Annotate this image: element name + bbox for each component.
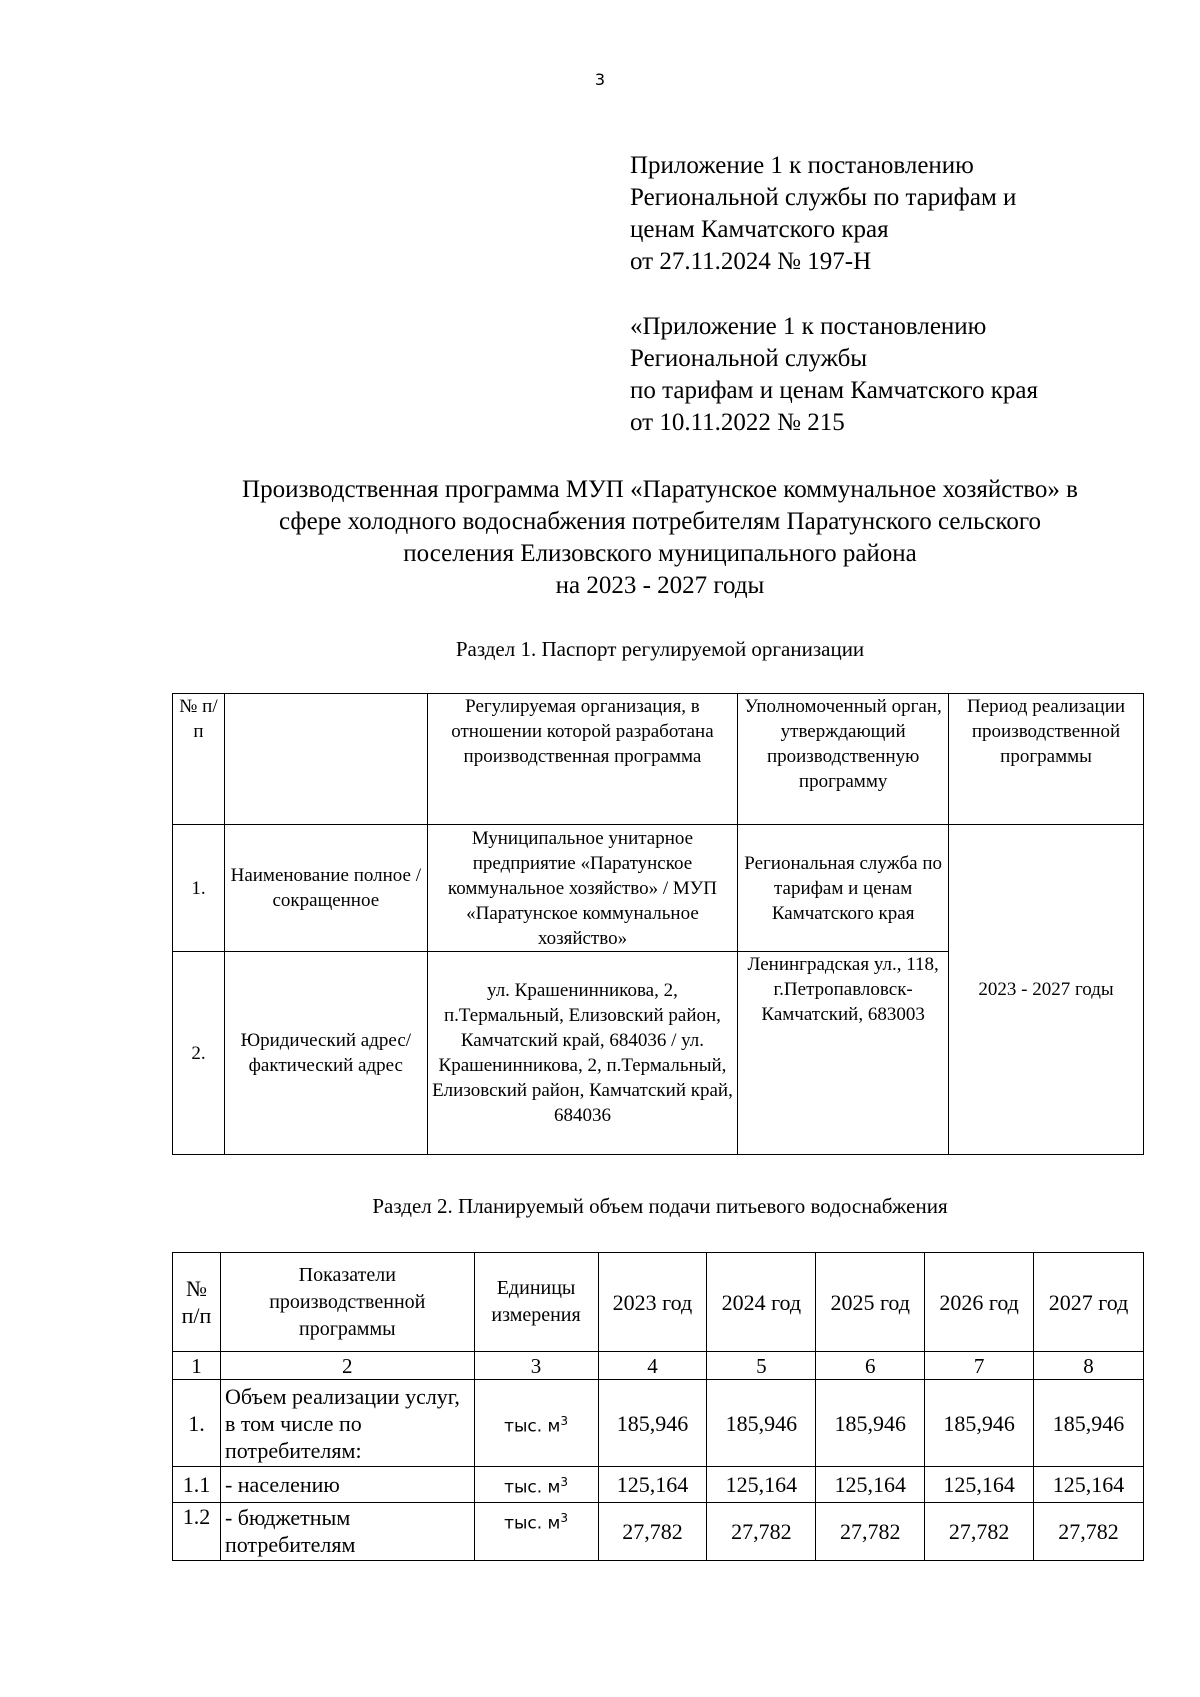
row-num: 1. [173, 825, 225, 952]
appendix-line: по тарифам и ценам Камчатского края [630, 377, 1038, 404]
column-number: 3 [474, 1352, 598, 1380]
row-value: 125,164 [816, 1467, 925, 1503]
row-unit [474, 1467, 598, 1503]
header-label [224, 694, 427, 825]
row-value: 125,164 [598, 1467, 707, 1503]
passport-table [172, 693, 1144, 1155]
row-value: 27,782 [925, 1502, 1034, 1560]
appendix-reference-previous [630, 311, 1170, 439]
row-value: 185,946 [816, 1380, 925, 1467]
section-2-title: Раздел 2. Планируемый объем подачи питьевого водоснабжения [372, 1194, 948, 1218]
column-number: 8 [1034, 1352, 1144, 1380]
table-row [173, 1502, 1144, 1560]
table-row [173, 825, 1144, 952]
row-value: 125,164 [707, 1467, 816, 1503]
row-value: 185,946 [1034, 1380, 1144, 1467]
table-row [173, 1380, 1144, 1467]
row-num: 2. [173, 952, 225, 1155]
page-number: 3 [594, 70, 606, 89]
row-unit [474, 1502, 598, 1560]
row-value: 185,946 [707, 1380, 816, 1467]
column-number: 6 [816, 1352, 925, 1380]
volume-table [172, 1252, 1144, 1561]
table-row [173, 1467, 1144, 1503]
column-number-row [173, 1352, 1144, 1380]
column-number: 2 [220, 1352, 474, 1380]
unit-text: тыс. м [504, 1416, 561, 1437]
row-value: 125,164 [1034, 1467, 1144, 1503]
header-period: Период реализации производственной программы [949, 694, 1144, 825]
header-year: 2025 год [816, 1253, 925, 1352]
unit-superscript: 3 [560, 1475, 569, 1489]
row-indicator: Объем реализации услуг, в том числе по потребителям: [220, 1380, 474, 1467]
appendix-line: от 10.11.2022 № 215 [630, 409, 845, 436]
appendix-reference-current [630, 150, 1170, 278]
appendix-line: Региональной службы по тарифам и [630, 184, 1017, 211]
row-org: ул. Крашенинникова, 2, п.Термальный, Елизовский район, Камчатский край, 684036 / ул. Крашенинникова, 2, п.Термальный, Елизовский район, Камчатский край, 684036 [427, 952, 738, 1155]
header-num: № п/п [173, 1253, 221, 1352]
header-num: № п/п [173, 694, 225, 825]
row-value: 27,782 [1034, 1502, 1144, 1560]
row-value: 185,946 [925, 1380, 1034, 1467]
unit-superscript: 3 [560, 1510, 569, 1525]
row-unit [474, 1380, 598, 1467]
period-value: 2023 - 2027 годы [949, 825, 1144, 1155]
header-year: 2026 год [925, 1253, 1034, 1352]
header-year: 2024 год [707, 1253, 816, 1352]
column-number: 7 [925, 1352, 1034, 1380]
title-line: Производственная программа МУП «Паратунское коммунальное хозяйство» в [242, 476, 1078, 503]
appendix-line: от 27.11.2024 № 197-Н [630, 248, 872, 275]
unit-text: тыс. м [504, 1513, 561, 1534]
section-1-title: Раздел 1. Паспорт регулируемой организации [455, 637, 865, 661]
appendix-line: Региональной службы [630, 345, 868, 372]
appendix-line: Приложение 1 к постановлению [630, 152, 974, 179]
row-authority: Ленинградская ул., 118, г.Петропавловск-Камчатский, 683003 [738, 952, 949, 1155]
unit-superscript: 3 [560, 1413, 569, 1428]
column-number: 1 [173, 1352, 221, 1380]
appendix-line: ценам Камчатского края [630, 216, 889, 243]
row-org: Муниципальное унитарное предприятие «Паратунское коммунальное хозяйство» / МУП «Паратунское коммунальное хозяйство» [427, 825, 738, 952]
row-num: 1.2 [173, 1502, 221, 1560]
row-value: 27,782 [598, 1502, 707, 1560]
appendix-line: «Приложение 1 к постановлению [630, 313, 987, 340]
row-value: 27,782 [707, 1502, 816, 1560]
row-value: 125,164 [925, 1467, 1034, 1503]
table-header-row [173, 694, 1144, 825]
title-line: на 2023 - 2027 годы [555, 572, 765, 599]
row-num: 1. [173, 1380, 221, 1467]
header-unit: Единицы измерения [474, 1253, 598, 1352]
unit-text: тыс. м [504, 1477, 561, 1498]
column-number: 4 [598, 1352, 707, 1380]
row-value: 27,782 [816, 1502, 925, 1560]
document-title [100, 474, 1200, 602]
header-indicator: Показатели производственной программы [220, 1253, 474, 1352]
column-number: 5 [707, 1352, 816, 1380]
row-label: Юридический адрес/фактический адрес [224, 952, 427, 1155]
table-header-row [173, 1253, 1144, 1352]
row-value: 185,946 [598, 1380, 707, 1467]
header-org: Регулируемая организация, в отношении которой разработана производственная программа [427, 694, 738, 825]
row-label: Наименование полное / сокращенное [224, 825, 427, 952]
title-line: сфере холодного водоснабжения потребителям Паратунского сельского [279, 508, 1041, 535]
row-indicator: - населению [220, 1467, 474, 1503]
row-indicator: - бюджетным потребителям [220, 1502, 474, 1560]
header-year: 2027 год [1034, 1253, 1144, 1352]
header-authority: Уполномоченный орган, утверждающий производственную программу [738, 694, 949, 825]
row-num: 1.1 [173, 1467, 221, 1503]
title-line: поселения Елизовского муниципального района [403, 540, 917, 567]
row-authority: Региональная служба по тарифам и ценам Камчатского края [738, 825, 949, 952]
header-year: 2023 год [598, 1253, 707, 1352]
